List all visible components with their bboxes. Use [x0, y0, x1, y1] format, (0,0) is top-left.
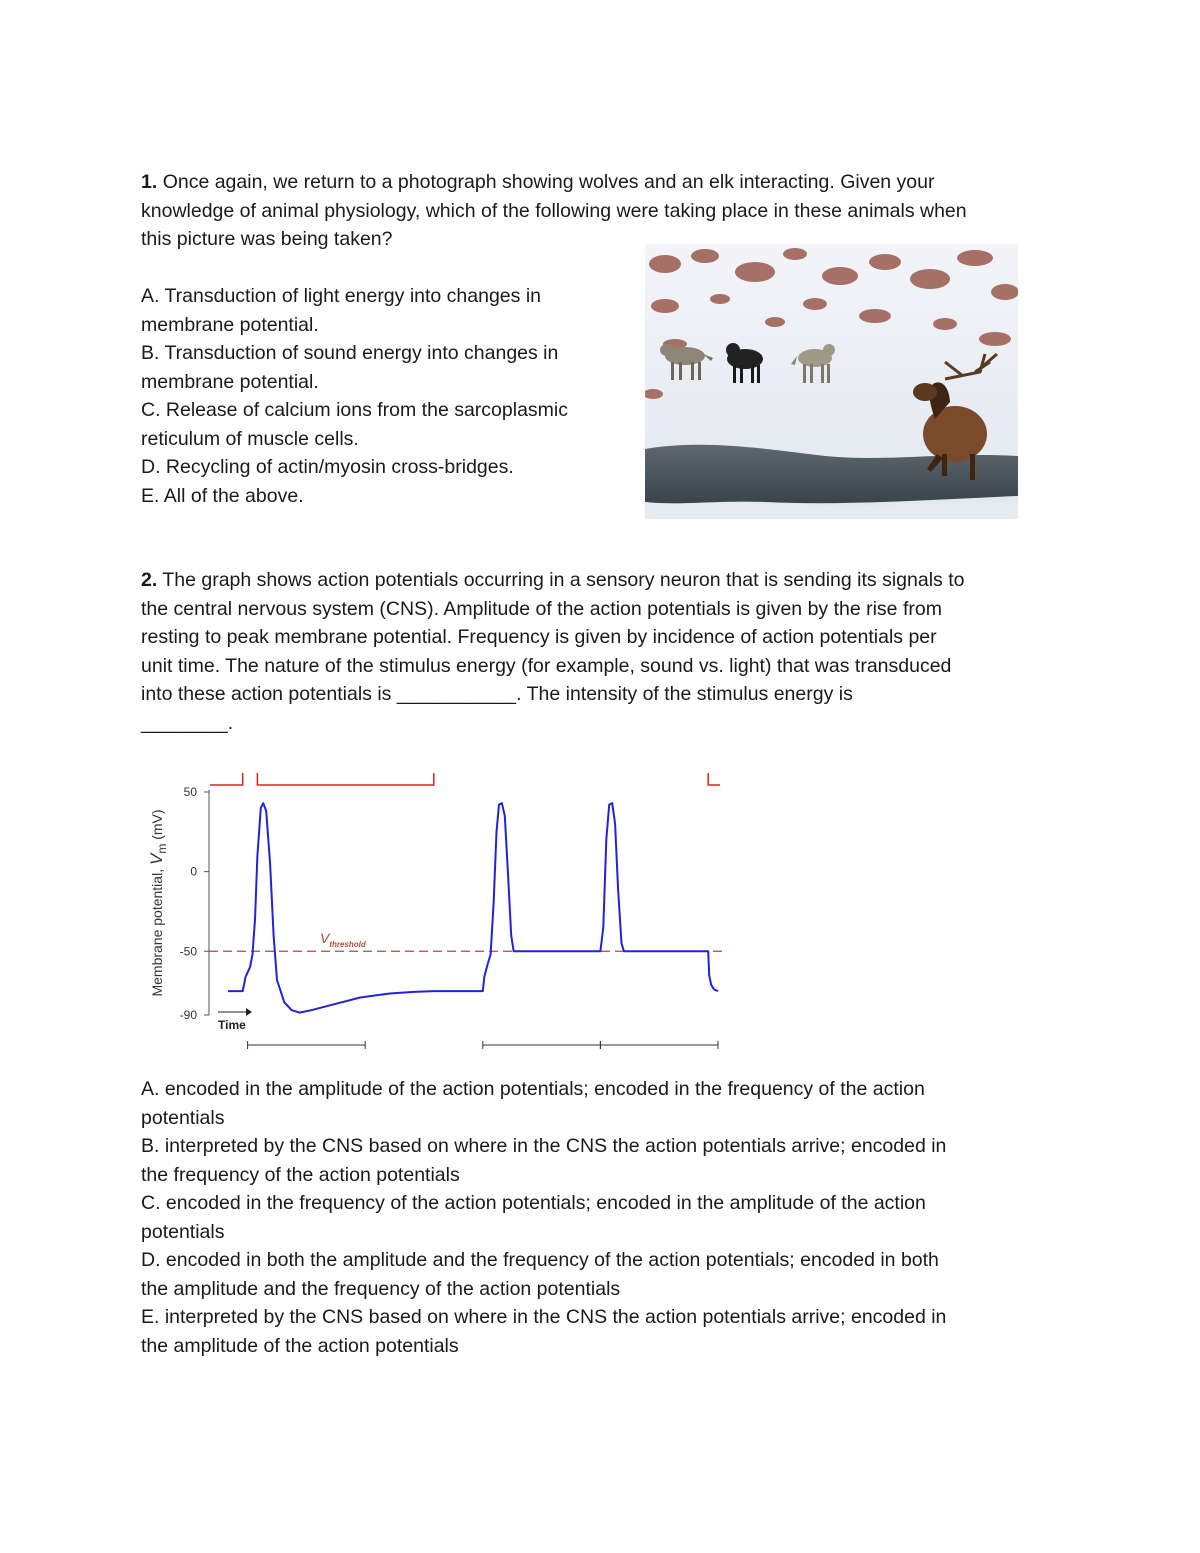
- question-1-stem: [141, 168, 1071, 254]
- stimulus-bar: [257, 773, 433, 785]
- interval-marker: [600, 1041, 718, 1049]
- q2-stem-line: [141, 566, 1071, 595]
- question-2-number: 2.: [141, 569, 158, 591]
- q1-option-c-line: C. Release of calcium ions from the sarcoplasmic: [141, 399, 568, 421]
- y-tick-label: -90: [179, 1008, 197, 1022]
- wolves-elk-photo: [645, 244, 1018, 519]
- threshold-label-sub: threshold: [329, 940, 366, 949]
- y-tick-label: 50: [183, 785, 197, 799]
- q2-option-d-line: D. encoded in both the amplitude and the frequency of the action potentials; encoded in both: [141, 1249, 939, 1271]
- threshold-label: [320, 930, 367, 949]
- q2-stem-text: The graph shows action potentials occurring in a sensory neuron that is sending its signals to: [162, 569, 965, 591]
- q1-option-a-line: membrane potential.: [141, 313, 319, 336]
- x-axis-label: Time: [218, 1018, 246, 1032]
- question-1-number: 1.: [141, 171, 158, 193]
- y-axis-label-unit: (mV): [149, 809, 165, 844]
- q2-option-c-line: C. encoded in the frequency of the action potentials; encoded in the amplitude of the action: [141, 1192, 926, 1214]
- stimulus-bar: [210, 773, 243, 785]
- q1-stem-text: Once again, we return to a photograph showing wolves and an elk interacting. Given your: [162, 171, 935, 193]
- y-tick-label: 0: [190, 864, 197, 879]
- q2-stem-line: resting to peak membrane potential. Frequency is given by incidence of action potentials per: [141, 626, 937, 648]
- q2-option-d-line: the amplitude and the frequency of the action potentials: [141, 1277, 621, 1300]
- y-axis-label-main: Membrane potential,: [149, 865, 165, 997]
- q2-option-c-line: potentials: [141, 1220, 225, 1243]
- y-ticks: [180, 785, 209, 1022]
- q1-stem-line: knowledge of animal physiology, which of the following were taking place in these animals when: [141, 199, 967, 222]
- question-1-options: [141, 282, 631, 510]
- y-axis-label-symbol: V: [147, 853, 166, 866]
- interval-marker: [483, 1041, 601, 1049]
- stimulus-bars: [210, 773, 720, 785]
- q1-option-a-line: A. Transduction of light energy into changes in: [141, 285, 541, 307]
- y-tick-label: -50: [179, 944, 197, 959]
- stimulus-bar: [708, 773, 720, 785]
- question-2-options: [141, 1075, 1071, 1360]
- question-2-stem: [141, 566, 1071, 737]
- q1-stem-line: [141, 168, 1071, 197]
- time-arrow-icon: [246, 1008, 252, 1016]
- y-axis-label: [147, 809, 169, 996]
- q2-option-e-line: the amplitude of the action potentials: [141, 1334, 459, 1357]
- q1-option-b-line: B. Transduction of sound energy into changes in: [141, 342, 559, 364]
- q2-option-b-line: B. interpreted by the CNS based on where in the CNS the action potentials arrive; encoded in: [141, 1135, 947, 1157]
- q2-stem-line: the central nervous system (CNS). Amplitude of the action potentials is given by the rise from: [141, 597, 942, 620]
- interval-marker: [248, 1041, 366, 1049]
- action-potential-chart: [140, 755, 730, 1055]
- q2-option-e-line: E. interpreted by the CNS based on where in the CNS the action potentials arrive; encoded in: [141, 1306, 947, 1328]
- q2-stem-line: unit time. The nature of the stimulus energy (for example, sound vs. light) that was transduced: [141, 654, 952, 677]
- q2-option-a-line: potentials: [141, 1106, 225, 1129]
- q2-stem-line: into these action potentials is ___________. The intensity of the stimulus energy is: [141, 683, 853, 705]
- membrane-potential-trace: [228, 803, 718, 1012]
- q1-option-d-line: D. Recycling of actin/myosin cross-bridges.: [141, 456, 514, 478]
- q2-option-a-line: A. encoded in the amplitude of the action potentials; encoded in the frequency of the action: [141, 1078, 925, 1100]
- q2-stem-line: ________.: [141, 711, 234, 734]
- q1-option-e-line: E. All of the above.: [141, 484, 304, 507]
- q2-option-b-line: the frequency of the action potentials: [141, 1163, 460, 1186]
- q1-stem-line: this picture was being taken?: [141, 228, 393, 250]
- y-axis-label-sub: m: [155, 843, 169, 854]
- q1-option-c-line: reticulum of muscle cells.: [141, 427, 359, 450]
- q1-option-b-line: membrane potential.: [141, 370, 319, 393]
- threshold-label-symbol: V: [320, 930, 330, 946]
- interval-markers: [248, 1041, 718, 1049]
